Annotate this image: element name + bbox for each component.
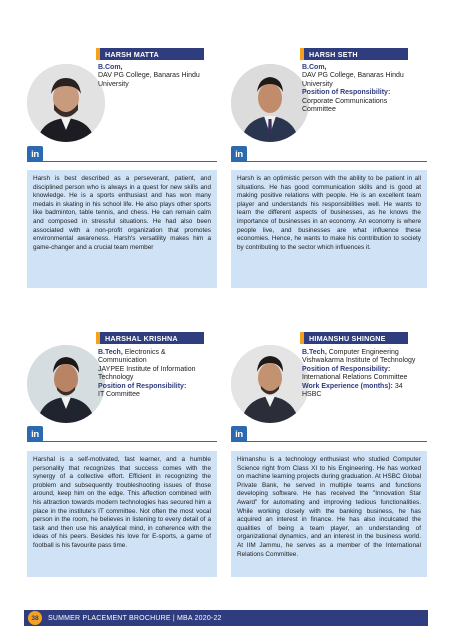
name-banner [96, 48, 204, 60]
position-label: Position of Responsibility: [98, 382, 187, 390]
divider [27, 441, 217, 442]
bio-box [27, 170, 217, 288]
footer-text: SUMMER PLACEMENT BROCHURE | MBA 2020-22 [48, 614, 222, 622]
degree-field: Electronics & [122, 349, 166, 356]
institute-line: DAV PG College, Banaras Hindu [302, 72, 404, 80]
person-info [98, 349, 218, 399]
institute-line: Communication [98, 357, 147, 365]
institute-line: Vishwakarma Institute of Technology [302, 357, 416, 365]
bio-text: Harshal is a self-motivated, fast learner, and a humble personality that recognizes that success comes with the synergy of a collective effort. Efficient in recognizing the problem and subsequently troubleshooting issues of those around, keep him on the edge. This affection combined with his attraction towards modern technologies has secured him a place in the institute's IT committee. Not often the most vocal person in the room, he believes in listening to every detail of a task and then use his analytical mind, in coherence with the ideas of his peers. Besides his love for E-sports, a game of football is his favourite pass time. [33, 456, 211, 549]
profile-photo [231, 345, 309, 423]
bio-text: Harsh is an optimistic person with the ability to be patient in all situations. He has good communication skills and is good at making positive relations with people. He is an excellent team player and understands his responsibilities well. He wants to learn the different aspects of businesses, as he knows the importance of businesses in an economy. An economy is where people live, and businesses are what influence these economies. Hence, he wants to make his contribution to society by contributing to the sector which influences it. [237, 175, 421, 251]
position-value: Committee [302, 106, 336, 114]
bio-box [231, 170, 427, 288]
name-banner [96, 332, 204, 344]
institute-line: JAYPEE Institute of Information [98, 365, 196, 373]
bio-text: Himanshu is a technology enthusiast who studied Computer Science right from Class XI to his Engineering. He has worked on machine learning projects during graduation. At HSBC Global Private Bank, he served in multiple teams and functions developing software. He has received the "Innovation Star Award" for automating and improving tedious functionalities. While working closely with the banking business, he has acquired an interest in finance. He has also inculcated the qualities of being a team player, an understanding of organizational dynamics, and an interest in the business world. At IIM Jammu, he serves as a member of the International Relations Committee. [237, 456, 421, 558]
position-value: International Relations Committee [302, 374, 408, 382]
position-value: Corporate Communications [302, 97, 388, 105]
degree: B.Tech, [98, 349, 123, 356]
linkedin-icon[interactable]: in [27, 146, 43, 162]
page-number: 38 [28, 611, 42, 625]
linkedin-icon[interactable]: in [27, 426, 43, 442]
linkedin-icon[interactable]: in [231, 426, 247, 442]
page-footer [24, 610, 428, 626]
institute-line: University [302, 80, 333, 88]
divider [231, 441, 427, 442]
divider [27, 161, 217, 162]
divider [231, 161, 427, 162]
person-name: HIMANSHU SHINGNE [309, 333, 386, 343]
profile-photo [27, 345, 105, 423]
degree: B.Com, [98, 64, 123, 71]
bio-text: Harsh is best described as a perseverant, patient, and disciplined person who is always in a quest for new skills and knowledge. He is a sports enthusiast and has won many medals in skating in his school life. He also plays other sports like badminton, table tennis, and chess. He can remain calm and composed in stressful situations. He had also been associated with a non-profit organization that promotes environmental awareness. Harsh's versatility makes him a game-changer and a crucial team member [33, 175, 211, 251]
position-value: IT Committee [98, 391, 140, 399]
person-name: HARSHAL KRISHNA [105, 333, 178, 343]
degree: B.Com, [302, 64, 327, 71]
profile-photo [27, 64, 105, 142]
linkedin-icon[interactable]: in [231, 146, 247, 162]
degree: B.Tech, [302, 349, 327, 356]
work-experience-value: 34 [392, 382, 403, 390]
name-banner [300, 332, 408, 344]
person-info [302, 349, 432, 399]
bio-box [27, 451, 217, 577]
employer: HSBC [302, 391, 322, 399]
person-info [302, 64, 430, 114]
position-label: Position of Responsibility: [302, 365, 391, 373]
profile-photo [231, 64, 309, 142]
degree-field: Computer Engineering [326, 349, 399, 356]
institute-line: DAV PG College, Banaras Hindu [98, 72, 200, 80]
work-experience-label: Work Experience (months): [302, 382, 393, 390]
institute-line: University [98, 80, 129, 88]
position-label: Position of Responsibility: [302, 89, 391, 97]
person-name: HARSH SETH [309, 49, 358, 59]
person-info [98, 64, 218, 89]
bio-box [231, 451, 427, 577]
person-name: HARSH MATTA [105, 49, 159, 59]
name-banner [300, 48, 408, 60]
institute-line: Technology [98, 374, 134, 382]
